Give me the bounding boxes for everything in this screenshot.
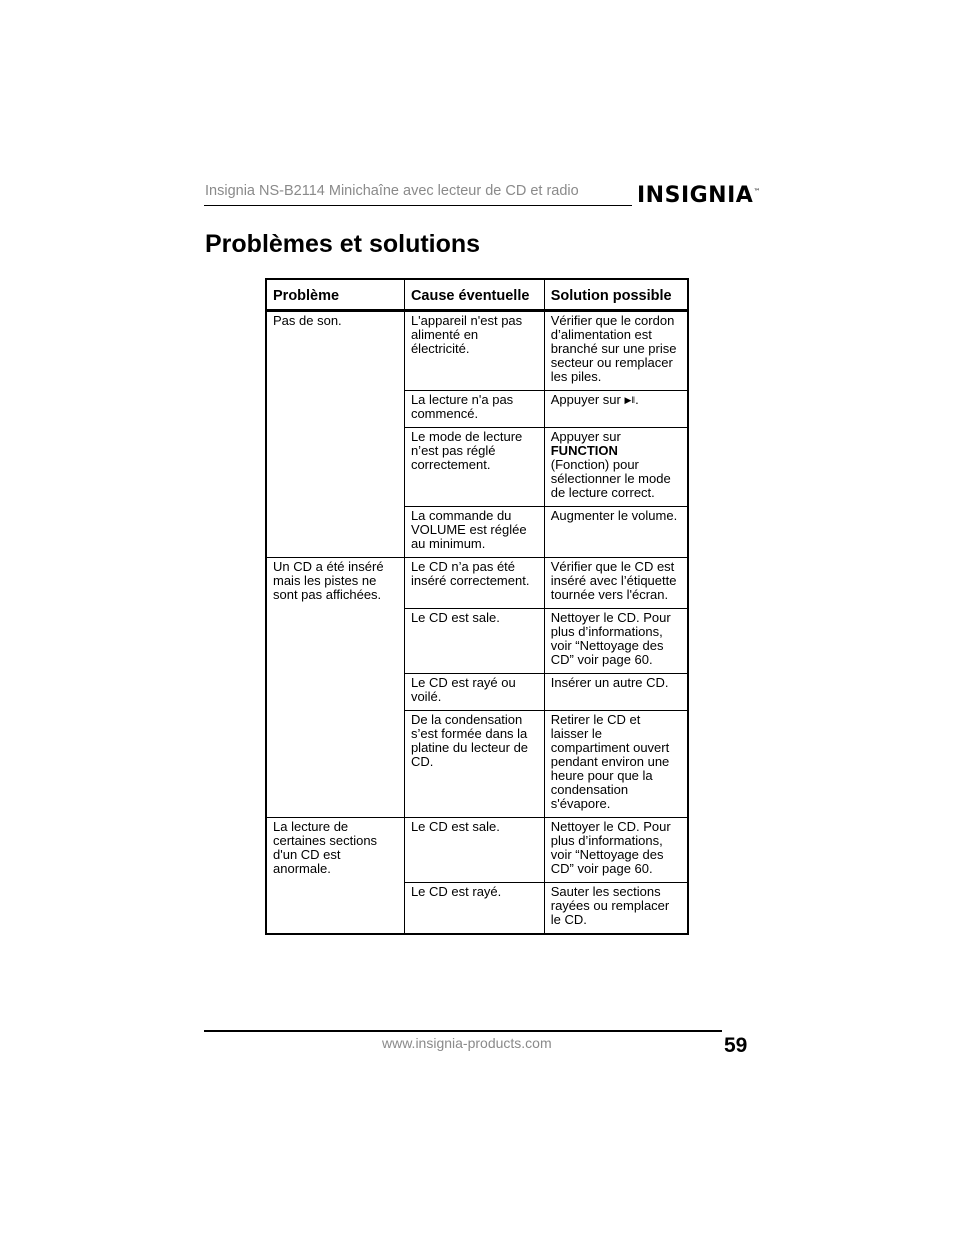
solution-text-end: . (635, 392, 639, 407)
footer-url: www.insignia-products.com (382, 1035, 552, 1051)
solution-text-end: (Fonction) pour sélectionner le mode de lecture correct. (550, 457, 671, 500)
table-row (266, 311, 688, 391)
header-divider (204, 205, 632, 206)
cause-cell: La commande du VOLUME est réglée au minimum. (404, 507, 544, 558)
solution-cell: Augmenter le volume. (544, 507, 688, 558)
solution-text: Appuyer sur (550, 392, 625, 407)
table-header-row (266, 279, 688, 311)
solution-cell: Nettoyer le CD. Pour plus d’informations, voir “Nettoyage des CD” voir page 60. (544, 609, 688, 674)
solution-text: Appuyer sur (550, 429, 621, 444)
table-row (266, 818, 688, 883)
page-number: 59 (724, 1034, 748, 1057)
logo-text: INSIGNIA (637, 183, 754, 208)
cause-cell: Le CD est sale. (404, 609, 544, 674)
problem-cell: Pas de son. (266, 311, 404, 558)
footer-divider (204, 1030, 722, 1032)
problem-cell: La lecture de certaines sections d'un CD est anormale. (266, 818, 404, 935)
cause-cell: De la condensation s’est formée dans la platine du lecteur de CD. (404, 711, 544, 818)
cause-cell: Le CD est rayé. (404, 883, 544, 935)
play-pause-icon: ▶‖ (624, 395, 636, 405)
table-row (266, 558, 688, 609)
column-header-cause: Cause éventuelle (404, 279, 544, 311)
solution-cell: Nettoyer le CD. Pour plus d’informations, voir “Nettoyage des CD” voir page 60. (544, 818, 688, 883)
solution-cell (544, 391, 688, 428)
cause-cell: Le CD est rayé ou voilé. (404, 674, 544, 711)
cause-cell: L'appareil n'est pas alimenté en électricité. (404, 311, 544, 391)
solution-cell: Vérifier que le cordon d’alimentation est branché sur une prise secteur ou remplacer les piles. (544, 311, 688, 391)
cause-cell: Le CD est sale. (404, 818, 544, 883)
problem-cell: Un CD a été inséré mais les pistes ne sont pas affichées. (266, 558, 404, 818)
cause-cell: Le mode de lecture n’est pas réglé correctement. (404, 428, 544, 507)
solution-cell: Retirer le CD et laisser le compartiment ouvert pendant environ une heure pour que la condensation s'évapore. (544, 711, 688, 818)
function-button-label: FUNCTION (550, 443, 618, 458)
trademark-mark: ™ (753, 187, 761, 196)
cause-cell: Le CD n’a pas été inséré correctement. (404, 558, 544, 609)
solution-cell: Vérifier que le CD est inséré avec l’étiquette tournée vers l'écran. (544, 558, 688, 609)
troubleshooting-table (265, 278, 689, 935)
insignia-logo (637, 183, 761, 208)
column-header-problem: Problème (266, 279, 404, 311)
column-header-solution: Solution possible (544, 279, 688, 311)
solution-cell: Sauter les sections rayées ou remplacer le CD. (544, 883, 688, 935)
solution-cell (544, 428, 688, 507)
running-header: Insignia NS-B2114 Minichaîne avec lecteur de CD et radio (205, 183, 579, 199)
cause-cell: La lecture n'a pas commencé. (404, 391, 544, 428)
solution-cell: Insérer un autre CD. (544, 674, 688, 711)
page-title: Problèmes et solutions (205, 230, 481, 258)
